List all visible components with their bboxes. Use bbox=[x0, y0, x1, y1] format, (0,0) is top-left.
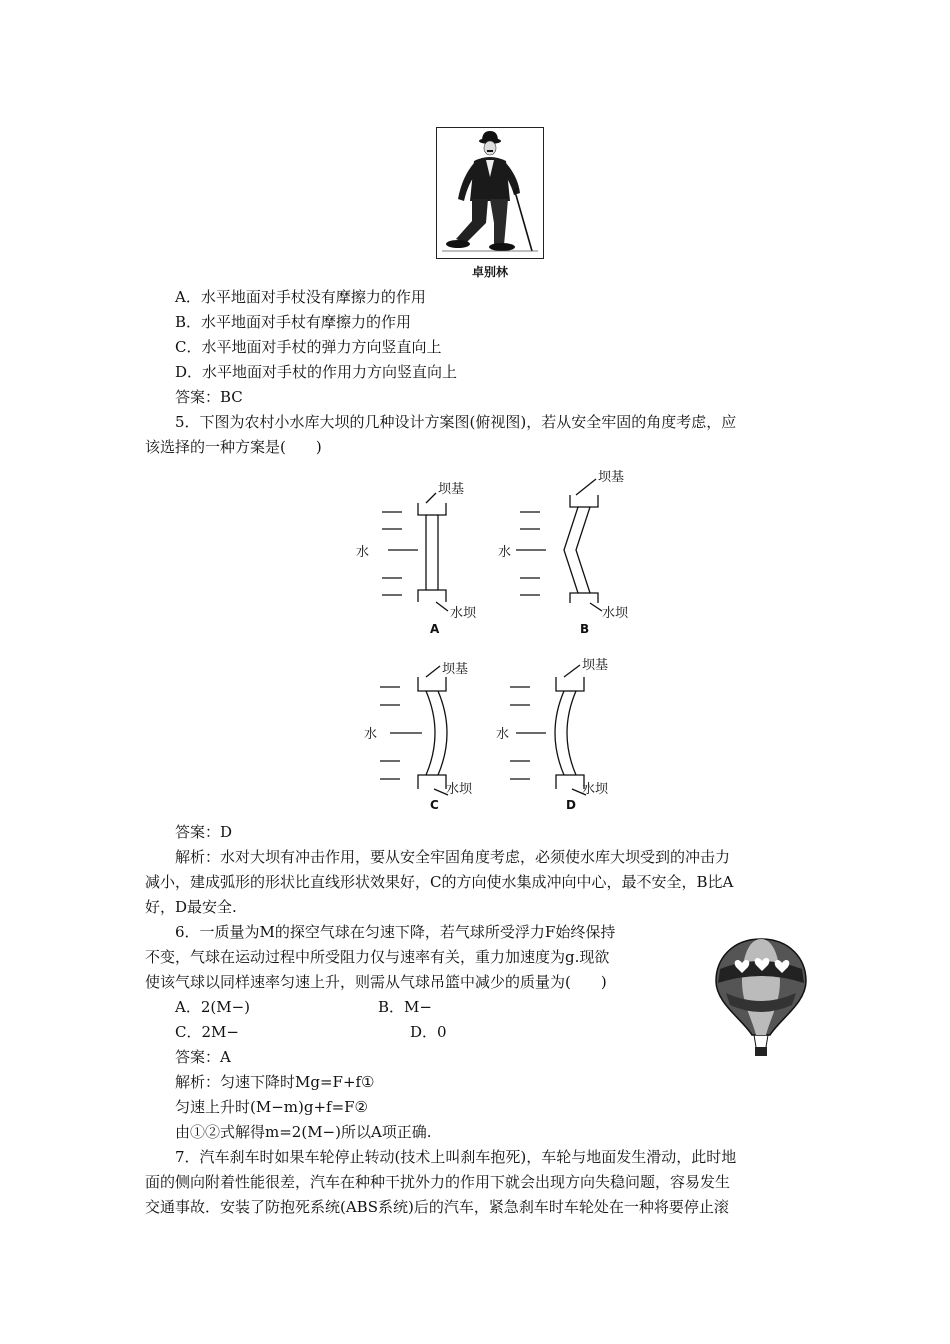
q6-stem-line-2: 不变，气球在运动过程中所受阻力仅与速率有关，重力加速度为g.现欲 bbox=[145, 948, 610, 966]
q5-stem-line-1: 5．下图为农村小水库大坝的几种设计方案图(俯视图)，若从安全牢固的角度考虑，应 bbox=[175, 413, 737, 431]
q7-line-2: 面的侧向附着性能很差，汽车在种种干扰外力的作用下就会出现方向失稳问题，容易发生 bbox=[145, 1173, 731, 1191]
chaplin-caption: 卓别林 bbox=[471, 265, 508, 279]
q6-option-b: B．M− bbox=[378, 998, 432, 1016]
dam-b-base-label: 坝基 bbox=[598, 470, 625, 485]
chaplin-illustration bbox=[436, 127, 544, 259]
dam-option-c bbox=[380, 666, 448, 795]
q6-analysis-line-2: 匀速上升时(M−m)g+f=F② bbox=[175, 1098, 369, 1116]
dam-b-water-label: 水 bbox=[498, 545, 512, 560]
dam-d-dam-label: 水坝 bbox=[582, 782, 609, 797]
q4-option-b: B．水平地面对手杖有摩擦力的作用 bbox=[175, 313, 412, 331]
dam-option-a bbox=[382, 493, 448, 611]
q4-answer: 答案：BC bbox=[175, 388, 243, 406]
q7-line-1: 7．汽车刹车时如果车轮停止转动(技术上叫刹车抱死)，车轮与地面发生滑动，此时地 bbox=[175, 1148, 737, 1166]
chaplin-figure bbox=[436, 127, 544, 277]
dam-b-letter: B bbox=[580, 622, 590, 636]
hot-air-balloon-figure bbox=[712, 935, 810, 1065]
dam-c-dam-label: 水坝 bbox=[446, 782, 473, 797]
q6-analysis-line-1: 解析：匀速下降时Mg=F+f① bbox=[175, 1073, 375, 1091]
dam-c-letter: C bbox=[430, 798, 439, 810]
q5-analysis-line-2: 减小，建成弧形的形状比直线形状效果好，C的方向使水集成冲向中心，最不安全，B比A bbox=[145, 873, 734, 891]
q4-option-d: D．水平地面对手杖的作用力方向竖直向上 bbox=[175, 363, 458, 381]
q6-analysis-line-3: 由①②式解得m=2(M−)所以A项正确. bbox=[175, 1123, 432, 1141]
dam-a-dam-label: 水坝 bbox=[450, 606, 477, 621]
dam-d-water-label: 水 bbox=[496, 727, 510, 742]
dam-d-letter: D bbox=[566, 798, 576, 810]
q6-stem-line-3: 使该气球以同样速率匀速上升，则需从气球吊篮中减少的质量为( ) bbox=[145, 973, 607, 991]
q6-option-d: D．0 bbox=[410, 1023, 447, 1041]
dam-a-base-label: 坝基 bbox=[438, 482, 465, 497]
q6-stem-line-1: 6．一质量为M的探空气球在匀速下降，若气球所受浮力F始终保持 bbox=[175, 923, 616, 941]
q5-answer: 答案：D bbox=[175, 823, 233, 841]
q4-option-c: C．水平地面对手杖的弹力方向竖直向上 bbox=[175, 338, 442, 356]
q6-option-a: A．2(M−) bbox=[175, 998, 251, 1016]
dam-c-base-label: 坝基 bbox=[442, 662, 469, 677]
dam-option-d bbox=[510, 665, 586, 795]
q6-answer: 答案：A bbox=[175, 1048, 231, 1066]
q5-stem-line-2: 该选择的一种方案是( ) bbox=[145, 438, 322, 456]
q5-analysis-line-3: 好，D最安全. bbox=[145, 898, 237, 916]
q5-analysis-line-1: 解析：水对大坝有冲击作用，要从安全牢固角度考虑，必须使水库大坝受到的冲击力 bbox=[175, 848, 731, 866]
q7-line-3: 交通事故．安装了防抱死系统(ABS系统)后的汽车，紧急刹车时车轮处在一种将要停止滚 bbox=[145, 1198, 729, 1216]
dam-c-water-label: 水 bbox=[364, 727, 378, 742]
dam-b-dam-label: 水坝 bbox=[602, 606, 629, 621]
dam-a-water-label: 水 bbox=[356, 545, 370, 560]
dam-d-base-label: 坝基 bbox=[582, 658, 609, 673]
q4-option-a: A．水平地面对手杖没有摩擦力的作用 bbox=[175, 288, 426, 306]
dam-a-letter: A bbox=[430, 622, 440, 636]
dam-option-b bbox=[516, 479, 602, 611]
dam-design-diagram bbox=[340, 465, 680, 810]
q6-option-c: C．2M− bbox=[175, 1023, 239, 1041]
